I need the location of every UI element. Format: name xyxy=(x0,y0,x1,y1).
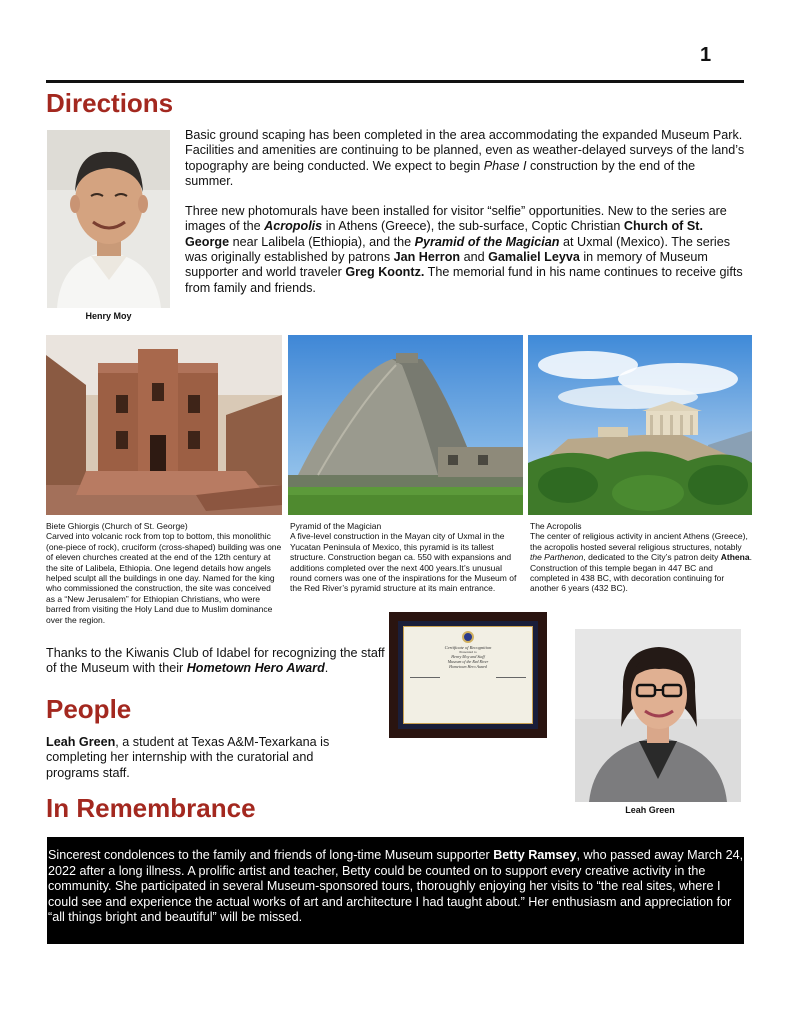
directions-heading: Directions xyxy=(46,88,174,118)
certificate-signatures xyxy=(410,677,526,678)
certificate-frame xyxy=(389,612,547,738)
directions-paragraph-2: Three new photomurals have been installed for visitor “selfie” opportunities. New to the series are images of the Acropolis in Athens (Greece), the sub-surface, Coptic Christian Church of St. George near Lalibela (Ethiopia), and the Pyramid of the Magician at Uxmal (Mexico). The series was originally established by patrons Jan Herron and Gamaliel Leyva in memory of Museum supporter and world traveler Greg Koontz. The memorial fund in his name continues to receive gifts from family and friends. xyxy=(185,204,743,295)
church-caption xyxy=(46,521,282,625)
remembrance-body: Sincerest condolences to the family and friends of long-time Museum supporter Betty Ramsey, who passed away March 24, 2022 after a long illness. A prolific artist and teacher, Betty could be counted on to support every creative activity in the community. She participated in several Museum-sponsored tours, thoroughly enjoying her visits to “the real sites, where I could see and experience the actual works of art and architecture I had taught about.” Her enthusiasm and appreciation for “all things bright and beautiful” will be missed. xyxy=(48,848,744,924)
people-body: Leah Green, a student at Texas A&M-Texarkana is completing her internship with the curatorial and programs staff. xyxy=(46,735,330,780)
directions-paragraph-1: Basic ground scaping has been completed in the area accommodating the expanded Museum Park. Facilities and amenities are continuing to be planned, even as weather-delayed surveys of the land’s topography are being conducted. We expect to begin Phase I construction by the end of the summer. xyxy=(185,128,745,188)
remembrance-heading: In Remembrance xyxy=(46,793,256,823)
pyramid-caption xyxy=(290,521,523,594)
kiwanis-seal-icon xyxy=(462,631,474,643)
leah-green-caption: Leah Green xyxy=(625,805,675,815)
church-caption-text: Carved into volcanic rock from top to bottom, this monolithic (one-piece of rock), cruciform (cross-shaped) building was one of eleven churches created at the end of the 12th century at the site of Lalibela, Ethiopia. One legend details how angels helped sculpt all the buildings in one day. Named for the king who commissioned the construction, the site was conceived as a “New Jerusalem” for Ethiopian Christians, who were barred from visiting the Holy Land due to Muslim dominance over the region. xyxy=(46,531,282,625)
certificate xyxy=(403,626,533,724)
certificate-mat xyxy=(398,621,538,729)
church-caption-title: Biete Ghiorgis (Church of St. George) xyxy=(46,521,188,531)
pyramid-caption-text: A five-level construction in the Mayan city of Uxmal in the Yucatan Peninsula of Mexico, this pyramid is its tallest structure. Construction began ca. 550 with expansions and additions completed over the next 400 years.It’s unusual round corners was one of the inspirations for the Museum of the Red River’s pyramid structure at its main entrance. xyxy=(290,531,517,594)
acropolis-caption-title: The Acropolis xyxy=(530,521,582,531)
certificate-line-3: Museum of the Red River xyxy=(447,659,489,664)
leah-green-portrait xyxy=(575,629,741,802)
pyramid-magician-photo xyxy=(288,335,523,515)
certificate-title: Certificate of Recognition xyxy=(444,645,492,650)
page-number: 1 xyxy=(700,44,712,66)
certificate-line-1: Presented to xyxy=(459,650,477,654)
acropolis-photo xyxy=(528,335,752,515)
henry-moy-caption: Henry Moy xyxy=(85,311,132,321)
signature-line-right xyxy=(496,677,526,678)
signature-line-left xyxy=(410,677,440,678)
people-heading: People xyxy=(46,694,132,724)
acropolis-caption xyxy=(530,521,754,594)
remembrance-box xyxy=(47,837,744,944)
certificate-line-2: Henry Moy and Staff xyxy=(451,654,485,659)
acropolis-caption-text: The center of religious activity in ancient Athens (Greece), the acropolis hosted several religious structures, notably the Parthenon, dedicated to the City’s patron deity Athena. Construction of this temple began in 447 BC and completed in 438 BC, with decoration continuing for another 6 years (432 BC). xyxy=(530,531,752,594)
directions-body xyxy=(185,128,745,296)
church-st-george-photo xyxy=(46,335,282,515)
kiwanis-note: Thanks to the Kiwanis Club of Idabel for recognizing the staff of the Museum with their Hometown Hero Award. xyxy=(46,646,385,676)
pyramid-caption-title: Pyramid of the Magician xyxy=(290,521,382,531)
header-rule xyxy=(46,80,744,83)
henry-moy-portrait xyxy=(47,130,170,308)
certificate-line-4: Hometown Hero Award xyxy=(449,664,487,669)
